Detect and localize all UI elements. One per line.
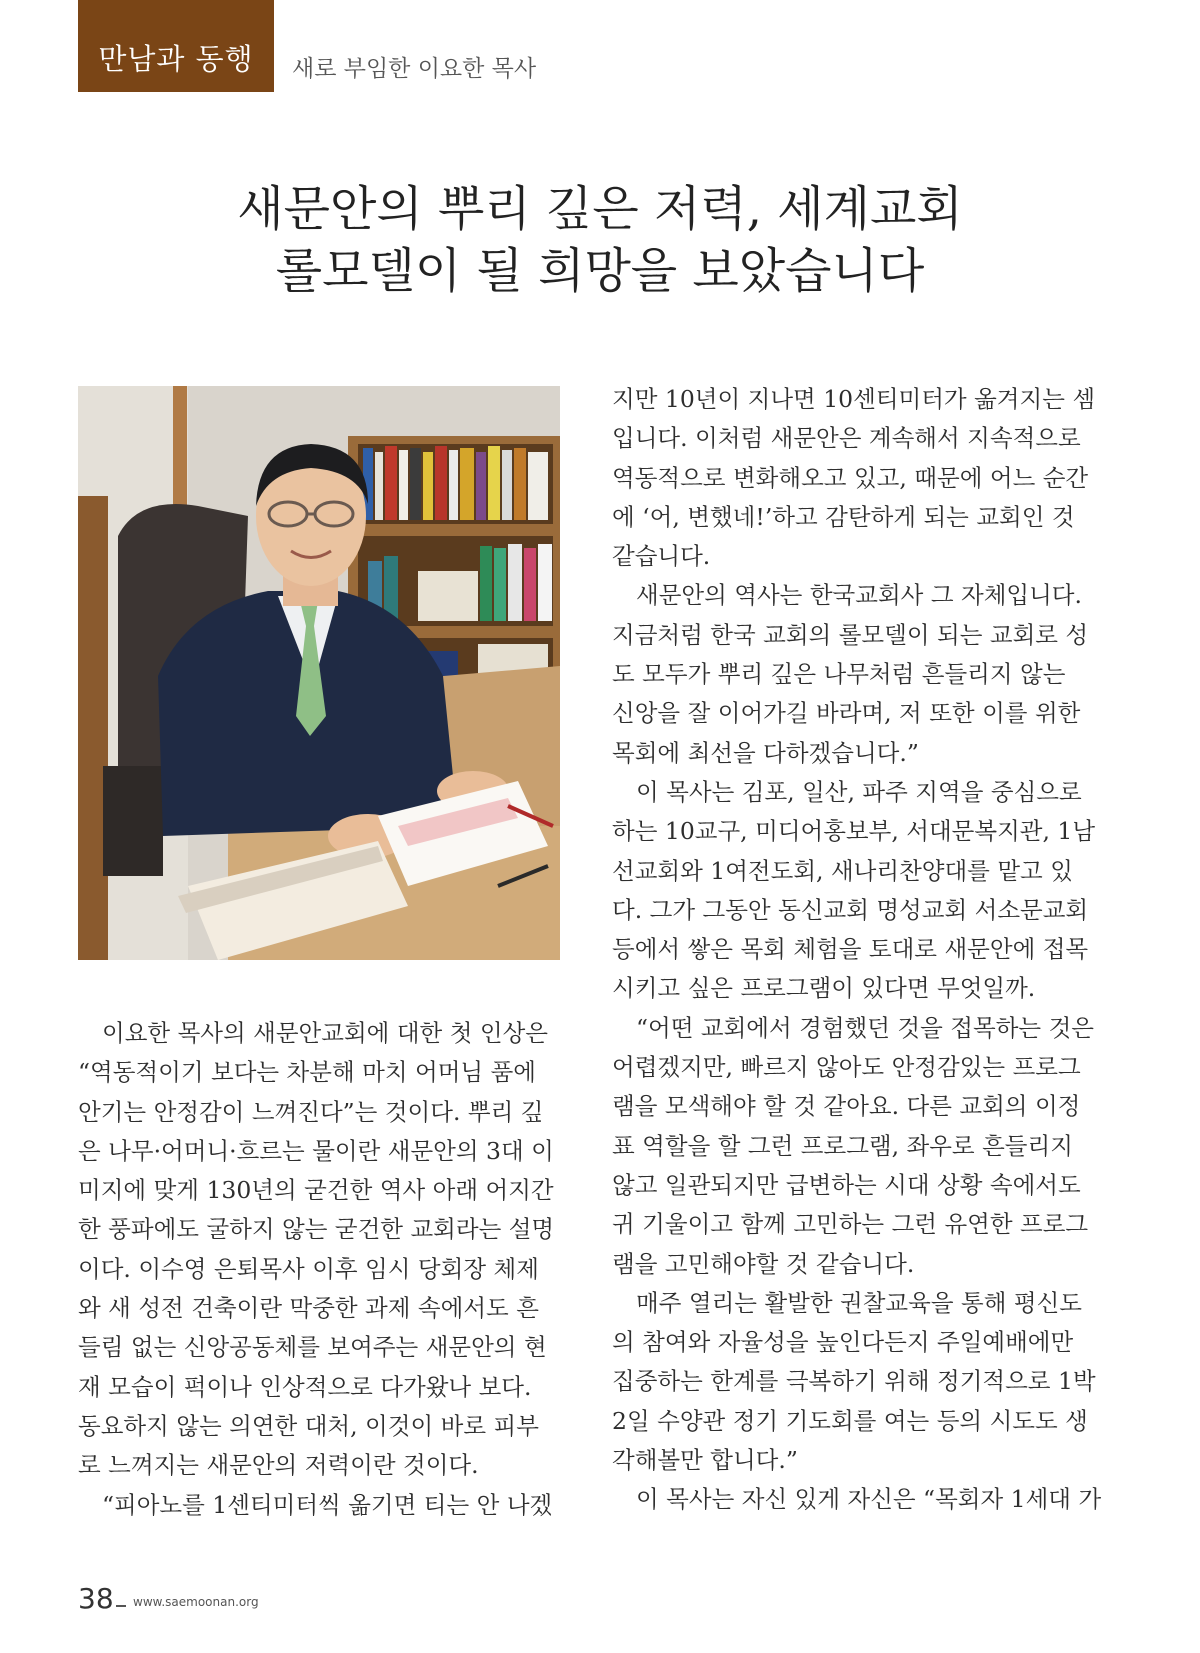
paragraph-line: 이 목사는 자신 있게 자신은 “목회자 1세대 가 — [636, 1485, 1102, 1514]
paragraph-line: 미지에 맞게 130년의 굳건한 역사 아래 어지간 — [78, 1176, 554, 1205]
paragraph-line: “피아노를 1센티미터씩 옮기면 티는 안 나겠 — [102, 1490, 553, 1519]
paragraph-line: 같습니다. — [612, 542, 711, 571]
paragraph-line: 재 모습이 퍽이나 인상적으로 다가왔나 보다. — [78, 1372, 532, 1401]
paragraph-line: 선교회와 1여전도회, 새나리찬양대를 맡고 있 — [612, 856, 1073, 885]
paragraph-line: 이다. 이수영 은퇴목사 이후 임시 당회장 체제 — [78, 1254, 539, 1283]
paragraph-line: 등에서 쌓은 목회 체험을 토대로 새문안에 접목 — [612, 935, 1089, 964]
paragraph-line: 입니다. 이처럼 새문안은 계속해서 지속적으로 — [612, 424, 1081, 453]
paragraph-line: 들림 없는 신앙공동체를 보여주는 새문안의 현 — [78, 1333, 547, 1362]
paragraph-line: 귀 기울이고 함께 고민하는 그런 유연한 프로그 — [612, 1210, 1089, 1239]
paragraph-line: “역동적이기 보다는 차분해 마치 어머님 품에 — [78, 1058, 536, 1087]
paragraph-line: 매주 열리는 활발한 권찰교육을 통해 평신도 — [636, 1288, 1082, 1317]
paragraph-line: 않고 일관되지만 급변하는 시대 상황 속에서도 — [612, 1170, 1081, 1199]
paragraph-line: “어떤 교회에서 경험했던 것을 접목하는 것은 — [636, 1013, 1094, 1042]
paragraph-line: 의 참여와 자율성을 높인다든지 주일예배에만 — [612, 1328, 1074, 1357]
paragraph-line: 이 목사는 김포, 일산, 파주 지역을 중심으로 — [636, 777, 1082, 806]
paragraph-line: 집중하는 한계를 극복하기 위해 정기적으로 1박 — [612, 1367, 1096, 1396]
paragraph-line: 지금처럼 한국 교회의 롤모델이 되는 교회로 성 — [612, 620, 1089, 649]
paragraph-line: 와 새 성전 건축이란 막중한 과제 속에서도 흔 — [78, 1294, 539, 1323]
paragraph-line: 역동적으로 변화해오고 있고, 때문에 어느 순간 — [612, 463, 1089, 492]
paragraph-line: 새문안의 역사는 한국교회사 그 자체입니다. — [636, 581, 1082, 610]
paragraph-line: 안기는 안정감이 느껴진다”는 것이다. 뿌리 깊 — [78, 1097, 544, 1126]
paragraph-line: 목회에 최선을 다하겠습니다.” — [612, 738, 919, 767]
paragraph-line: 지만 10년이 지나면 10센티미터가 옮겨지는 셈 — [612, 385, 1096, 413]
paragraph-line: 신앙을 잘 이어가길 바라며, 저 또한 이를 위한 — [612, 699, 1081, 728]
paragraph-line: 어렵겠지만, 빠르지 않아도 안정감있는 프로그 — [612, 1053, 1081, 1082]
paragraph-line: 표 역할을 할 그런 프로그램, 좌우로 흔들리지 — [612, 1131, 1073, 1160]
paragraph-line: 은 나무·어머니·흐르는 물이란 새문안의 3대 이 — [78, 1136, 554, 1165]
section-subtitle: 새로 부임한 이요한 목사 — [292, 56, 537, 82]
paragraph-line: 하는 10교구, 미디어홍보부, 서대문복지관, 1남 — [612, 817, 1096, 846]
paragraph-line: 로 느껴지는 새문안의 저력이란 것이다. — [78, 1451, 479, 1480]
paragraph-line: 한 풍파에도 굴하지 않는 굳건한 교회라는 설명 — [78, 1215, 555, 1244]
paragraph-line: 각해볼만 합니다.” — [612, 1446, 798, 1475]
footer-separator — [116, 1605, 126, 1607]
article-headline — [100, 178, 1100, 302]
headline-line-2: 롤모델이 될 희망을 보았습니다 — [275, 243, 925, 299]
page-number: 38 — [78, 1582, 114, 1615]
paragraph-line: 도 모두가 뿌리 깊은 나무처럼 흔들리지 않는 — [612, 660, 1066, 689]
paragraph-line: 램을 고민해야할 것 같습니다. — [612, 1249, 915, 1278]
paragraph-line: 2일 수양관 정기 기도회를 여는 등의 시도도 생 — [612, 1406, 1088, 1435]
paragraph-line: 다. 그가 그동안 동신교회 명성교회 서소문교회 — [612, 895, 1089, 924]
pastor-portrait-photo — [78, 386, 560, 960]
footer-url: www.saemoonan.org — [133, 1595, 259, 1609]
paragraph-line: 에 ‘어, 변했네!’하고 감탄하게 되는 교회인 것 — [612, 502, 1075, 531]
paragraph-line: 동요하지 않는 의연한 대처, 이것이 바로 피부 — [78, 1411, 539, 1440]
right-text-column — [612, 380, 1102, 1520]
headline-line-1: 새문안의 뿌리 깊은 저력, 세계교회 — [237, 181, 963, 237]
section-tab: 만남과 동행 — [78, 0, 274, 92]
left-text-column — [78, 1014, 560, 1525]
paragraph-line: 램을 모색해야 할 것 같아요. 다른 교회의 이정 — [612, 1092, 1081, 1121]
paragraph-line: 이요한 목사의 새문안교회에 대한 첫 인상은 — [102, 1019, 548, 1047]
paragraph-line: 시키고 싶은 프로그램이 있다면 무엇일까. — [612, 974, 1036, 1003]
